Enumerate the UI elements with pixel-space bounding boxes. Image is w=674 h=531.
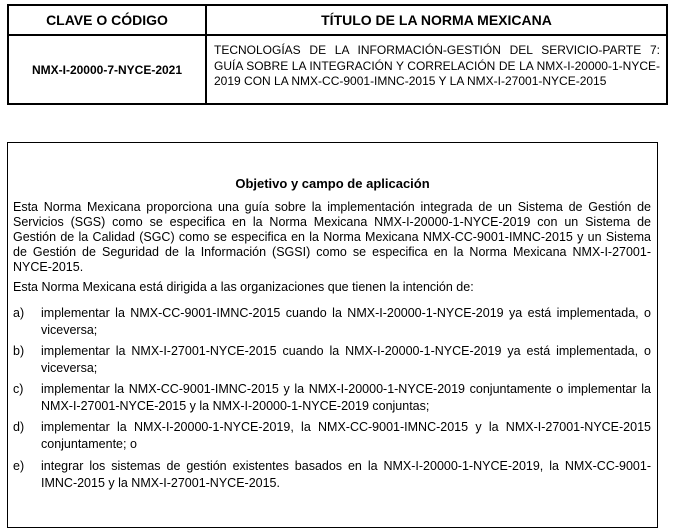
list-marker: d) <box>13 420 25 434</box>
norm-title: TECNOLOGÍAS DE LA INFORMACIÓN-GESTIÓN DEL SERVICIO-PARTE 7: GUÍA SOBRE LA INTEGRACIÓN Y CORRELACIÓN DE LA NMX-I-20000-1-NYCE-2019 CON LA NMX-CC-9001-IMNC-2015 Y LA NMX-I-27001-NYCE-2015 <box>214 43 660 88</box>
scope-paragraph-2: Esta Norma Mexicana está dirigida a las organizaciones que tienen la intención de: <box>13 280 474 294</box>
list-item-text: integrar los sistemas de gestión existentes basados en la NMX-I-20000-1-NYCE-2019, la NMX-CC-9001-IMNC-2015 y la NMX-I-27001-NYCE-2015. <box>41 459 651 490</box>
list-item <box>13 305 651 339</box>
norm-code-text: NMX-I-20000-7-NYCE-2021 <box>31 62 183 77</box>
norm-info-table <box>7 4 668 105</box>
list-item <box>13 381 651 415</box>
list-item-text: implementar la NMX-CC-9001-IMNC-2015 y la NMX-I-20000-1-NYCE-2019 conjuntamente o implementar la NMX-I-27001-NYCE-2015 y la NMX-I-20000-1-NYCE-2019 conjuntas; <box>41 382 651 413</box>
list-item-text: implementar la NMX-CC-9001-IMNC-2015 cuando la NMX-I-20000-1-NYCE-2019 ya está implementada, o viceversa; <box>41 306 651 337</box>
list-marker: c) <box>13 382 24 396</box>
list-item <box>13 458 651 492</box>
scope-paragraph-1: Esta Norma Mexicana proporciona una guía sobre la implementación integrada de un Sistema de Gestión de Servicios (SGS) como se especifica en la Norma Mexicana NMX-I-20000-1-NYCE-2019 con un Sistema de Gestión de la Calidad (SGC) como se especifica en la Norma Mexicana NMX-CC-9001-IMNC-2015 y un Sistema de Gestión de Seguridad de la Información (SGSI) como se especifica en la Norma Mexicana NMX-I-27001-NYCE-2015. <box>13 200 651 274</box>
scope-section <box>7 142 658 528</box>
scope-heading: Objetivo y campo de aplicación <box>235 176 430 191</box>
list-item <box>13 419 651 453</box>
list-item <box>13 343 651 377</box>
norm-code <box>9 36 205 103</box>
list-marker: e) <box>13 459 25 473</box>
list-item-text: implementar la NMX-I-20000-1-NYCE-2019, la NMX-CC-9001-IMNC-2015 y la NMX-I-27001-NYCE-2015 conjuntamente; o <box>41 420 651 451</box>
list-marker: a) <box>13 306 25 320</box>
list-item-text: implementar la NMX-I-27001-NYCE-2015 cuando la NMX-I-20000-1-NYCE-2019 ya está implementada, o viceversa; <box>41 344 651 375</box>
list-marker: b) <box>13 344 25 358</box>
header-title: TÍTULO DE LA NORMA MEXICANA <box>321 12 552 28</box>
header-code: CLAVE O CÓDIGO <box>46 12 168 28</box>
